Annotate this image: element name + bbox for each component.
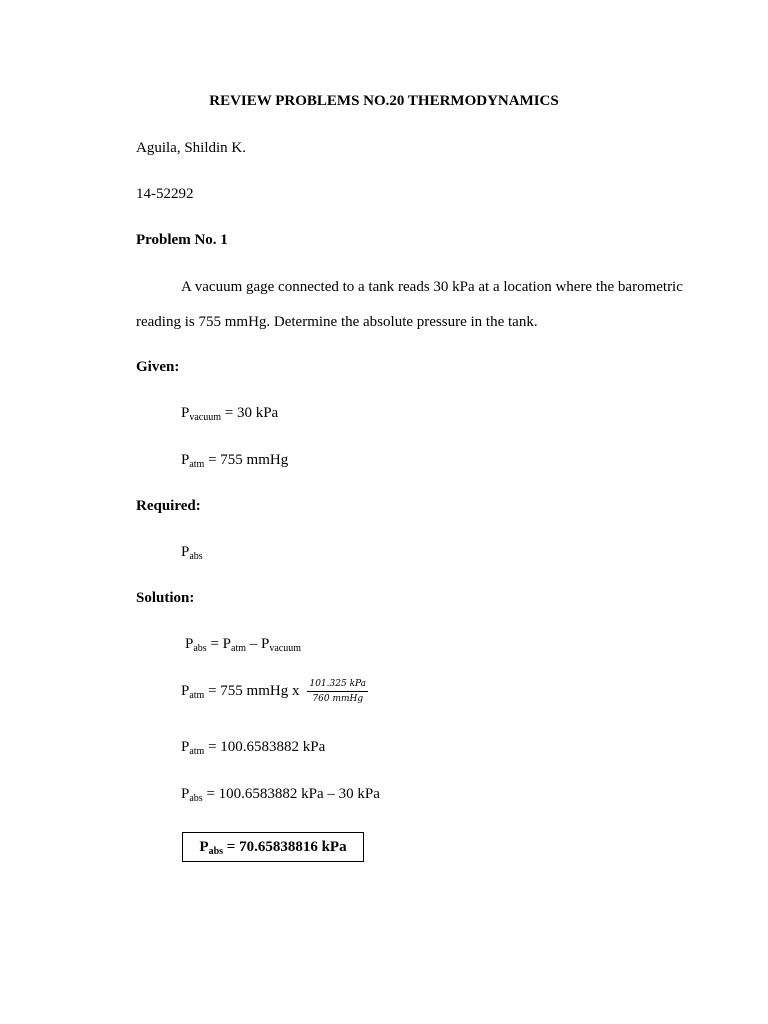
problem-heading: Problem No. 1 — [136, 232, 228, 248]
problem-text-line-1: A vacuum gage connected to a tank reads 30 kPa at a location where the barometric — [181, 279, 683, 295]
subscript: atm — [189, 746, 205, 757]
symbol: P — [181, 452, 190, 468]
student-id: 14-52292 — [136, 186, 194, 202]
subscript: abs — [189, 551, 203, 562]
subscript: abs — [189, 793, 203, 804]
required-p-abs — [181, 544, 203, 561]
text: = 100.6583882 kPa – 30 kPa — [202, 786, 380, 802]
text: = 70.65838816 kPa — [223, 839, 347, 855]
text: = 755 mmHg x — [204, 682, 300, 699]
text: = P — [206, 636, 231, 652]
equation-1 — [185, 636, 301, 653]
conversion-fraction — [307, 678, 368, 705]
value: = 30 kPa — [221, 405, 279, 421]
subscript: vacuum — [269, 643, 301, 654]
text: – P — [246, 636, 270, 652]
solution-heading: Solution: — [136, 590, 195, 606]
symbol: P — [181, 405, 190, 421]
final-answer-box — [182, 832, 364, 862]
subscript: abs — [208, 846, 224, 857]
document-title: REVIEW PROBLEMS NO.20 THERMODYNAMICS — [209, 93, 559, 109]
subscript: atm — [231, 643, 246, 654]
fraction-numerator: 101.325 kPa — [307, 678, 368, 692]
symbol: P — [181, 786, 190, 802]
symbol: P — [181, 739, 190, 755]
given-heading: Given: — [136, 359, 180, 375]
subscript: abs — [193, 643, 207, 654]
equation-4 — [181, 786, 380, 803]
equation-2 — [181, 678, 368, 705]
text: = 100.6583882 kPa — [204, 739, 326, 755]
fraction-denominator: 760 mmHg — [312, 694, 364, 704]
symbol: P — [181, 682, 190, 699]
given-p-atm — [181, 452, 288, 469]
value: = 755 mmHg — [204, 452, 289, 468]
author-name: Aguila, Shildin K. — [136, 140, 247, 156]
symbol: P — [199, 839, 209, 855]
problem-text-line-2: reading is 755 mmHg. Determine the absolute pressure in the tank. — [136, 314, 538, 330]
symbol: P — [181, 544, 190, 560]
subscript: atm — [189, 689, 205, 701]
symbol: P — [185, 636, 194, 652]
subscript: vacuum — [189, 412, 221, 423]
equation-3 — [181, 739, 325, 756]
required-heading: Required: — [136, 498, 201, 514]
given-p-vacuum — [181, 405, 278, 422]
subscript: atm — [189, 459, 205, 470]
